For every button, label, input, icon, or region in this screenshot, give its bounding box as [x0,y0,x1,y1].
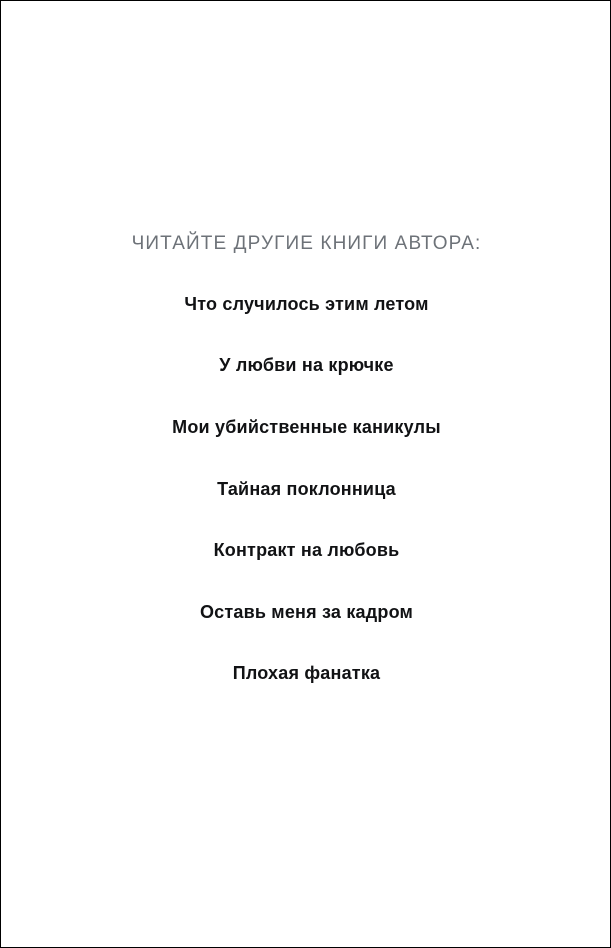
list-item: Что случилось этим летом [184,293,429,314]
other-books-section [1,233,611,685]
list-item: Мои убийственные каникулы [172,416,441,437]
list-item: Оставь меня за кадром [199,601,414,622]
list-item: Плохая фанатка [232,663,381,684]
section-heading: ЧИТАЙТЕ ДРУГИЕ КНИГИ АВТОРА: [131,233,482,254]
book-title-list [1,294,611,685]
list-item: Контракт на любовь [213,540,400,561]
list-item: У любви на крючке [219,355,394,376]
list-item: Тайная поклонница [217,478,396,499]
